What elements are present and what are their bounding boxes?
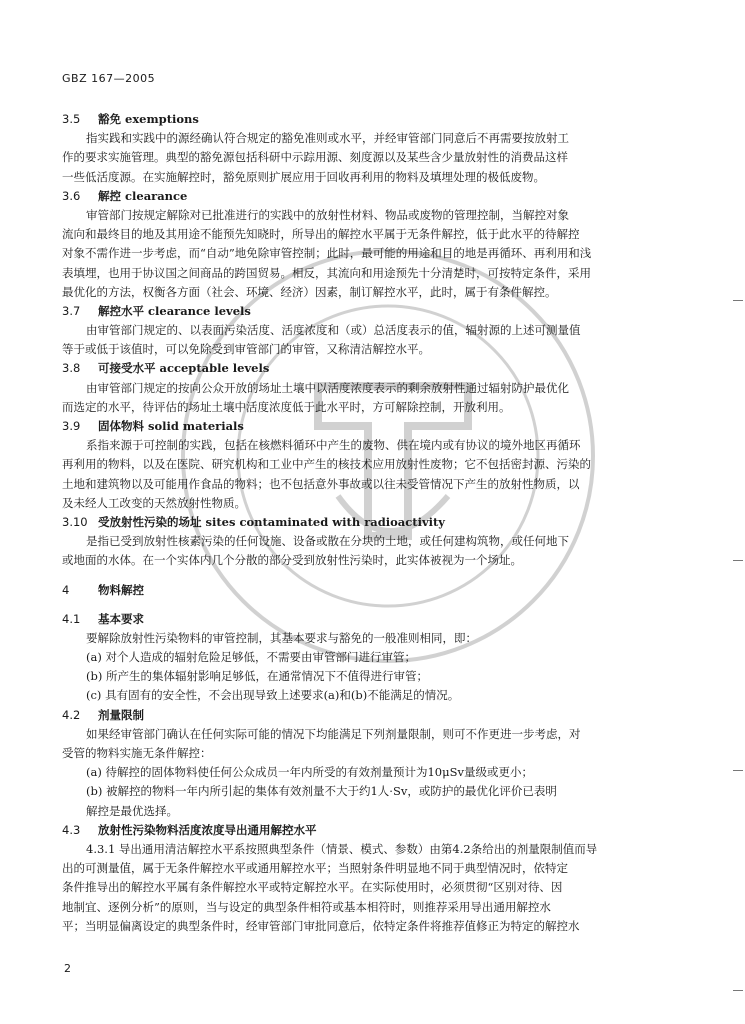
section-number: 4.2 (62, 707, 81, 722)
section-number: 3.8 (62, 361, 81, 376)
paragraph-line: 等于或低于该值时，可以免除受到审管部门的审管，又称清洁解控水平。 (62, 342, 430, 357)
section-heading (62, 610, 702, 629)
section-number: 4.1 (62, 611, 81, 626)
paragraph-line: 及未经人工改变的天然放射性物质。 (62, 495, 246, 510)
section-number: 3.10 (62, 514, 88, 529)
section-gap (62, 571, 702, 581)
section-heading (62, 706, 702, 725)
paragraph-line: 如果经审管部门确认在任何实际可能的情况下均能满足下列剂量限制，则可不作更进一步考虑，对 (86, 726, 581, 741)
paragraph-line: 表填埋，也用于协议国之间商品的跨国贸易。相反，其流向和用途预先十分清楚时，可按特定条件，采用 (62, 265, 591, 280)
section-heading (62, 187, 702, 206)
document-code: GBZ 167—2005 (62, 72, 156, 85)
section-heading (62, 359, 702, 378)
scan-edge-marks (725, 0, 745, 1024)
section-title: 物料解控 (98, 582, 144, 597)
paragraph-line: 流向和最终目的地及其用途不能预先知晓时，所导出的解控水平属于无条件解控，低于此水平的待解控 (62, 227, 580, 242)
section-title: 放射性污染物料活度浓度导出通用解控水平 (98, 822, 317, 837)
paragraph-line: 地制宜、逐例分析”的原则，当与设定的典型条件相符或基本相符时，则推荐采用导出通用解控水 (62, 899, 551, 914)
paragraph-line: 审管部门按规定解除对已批准进行的实践中的放射性材料、物品或废物的管理控制，当解控对象 (86, 207, 569, 222)
section-gap (62, 600, 702, 610)
paragraph-line: 对象不需作进一步考虑，而“自动”地免除审管控制；此时，最可能的用途和目的地是再循环、再利用和浅 (62, 246, 592, 261)
section-number: 3.7 (62, 303, 81, 318)
paragraph-line: 是指已受到放射性核素污染的任何设施、设备或散在分块的土地，或任何建构筑物，或任何地下 (86, 534, 569, 549)
section-number: 4 (62, 582, 70, 597)
paragraph-line: 而选定的水平，待评估的场址土壤中活度浓度低于此水平时，方可解除控制，开放利用。 (62, 399, 511, 414)
section-title: 解控水平 clearance levels (98, 303, 251, 318)
list-item-line: (b) 所产生的集体辐射影响足够低，在通常情况下不值得进行审管； (86, 669, 428, 684)
section-title: 基本要求 (98, 611, 144, 626)
paragraph-line: 平；当明显偏离设定的典型条件时，经审管部门审批同意后，依特定条件将推荐值修正为特定的解控水 (62, 918, 580, 933)
list-item-line: (a) 待解控的固体物料使任何公众成员一年内所受的有效剂量预计为10μSv量级或更小； (86, 765, 533, 780)
paragraph-line: 一些低活度源。在实施解控时，豁免原则扩展应用于回收再利用的物料及填埋处理的极低废物。 (62, 169, 545, 184)
section-number: 3.5 (62, 112, 81, 126)
paragraph-line: 4.3.1 导出通用清洁解控水平系按照典型条件（情景、模式、参数）由第4.2条给出的剂量限制值而导 (86, 841, 598, 856)
document-body (62, 110, 702, 936)
section-number: 3.6 (62, 188, 81, 203)
list-item-line: 解控是最优选择。 (86, 803, 178, 818)
section-heading (62, 581, 702, 600)
section-number: 3.9 (62, 419, 81, 433)
paragraph-line: 最优化的方法，权衡各方面（社会、环境、经济）因素，制订解控水平，此时，属于有条件解控。 (62, 284, 557, 299)
paragraph-line: 或地面的水体。在一个实体内几个分散的部分受到放射性污染时，此实体被视为一个场址。 (62, 553, 522, 568)
paragraph-line: 由审管部门规定的按向公众开放的场址土壤中以活度浓度表示的剩余放射性通过辐射防护最优化 (86, 380, 569, 395)
section-title: 可接受水平 acceptable levels (98, 361, 270, 376)
section-heading (62, 110, 702, 129)
section-title: 受放射性污染的场址 sites contaminated with radioactivity (98, 514, 445, 529)
paragraph-line: 条件推导出的解控水平属有条件解控水平或特定解控水平。在实际使用时，必须贯彻“区别对待、因 (62, 880, 563, 895)
section-title: 固体物料 solid materials (98, 419, 244, 433)
paragraph-line: 系指来源于可控制的实践，包括在核燃料循环中产生的废物、供在境内或有协议的境外地区再循环 (86, 438, 581, 453)
section-heading (62, 302, 702, 321)
section-title: 豁免 exemptions (98, 112, 199, 126)
paragraph-line: 受管的物料实施无条件解控： (62, 746, 212, 760)
section-heading (62, 821, 702, 840)
paragraph-line: 要解除放射性污染物料的审管控制，其基本要求与豁免的一般准则相同，即： (86, 630, 477, 645)
section-title: 解控 clearance (98, 188, 188, 203)
paragraph-line: 出的可测量值，属于无条件解控水平或通用解控水平；当照射条件明显地不同于典型情况时，依特定 (62, 861, 568, 876)
section-heading (62, 513, 702, 532)
paragraph-line: 作的要求实施管理。典型的豁免源包括科研中示踪用源、刻度源以及某些含少量放射性的消费品这样 (62, 150, 568, 165)
paragraph-line: 指实践和实践中的源经确认符合规定的豁免准则或水平，并经审管部门同意后不再需要按放射工 (86, 131, 569, 146)
paragraph-line: 再利用的物料，以及在医院、研究机构和工业中产生的核技术应用放射性废物；它不包括密封源、污染的 (62, 457, 591, 472)
section-title: 剂量限制 (98, 707, 144, 722)
list-item-line: (b) 被解控的物料一年内所引起的集体有效剂量不大于约1人·Sv，或防护的最优化评价已表明 (86, 784, 557, 799)
list-item-line: (a) 对个人造成的辐射危险足够低，不需要由审管部门进行审管； (86, 650, 416, 665)
paragraph-line: 由审管部门规定的、以表面污染活度、活度浓度和（或）总活度表示的值，辐射源的上述可测量值 (86, 323, 581, 338)
section-heading (62, 417, 702, 436)
section-number: 4.3 (62, 822, 81, 837)
page-number: 2 (64, 962, 71, 975)
list-item-line: (c) 具有固有的安全性，不会出现导致上述要求(a)和(b)不能满足的情况。 (86, 688, 460, 703)
paragraph-line: 土地和建筑物以及可能用作食品的物料；也不包括意外事故或以往未受管情况下产生的放射性物质，以 (62, 476, 580, 491)
